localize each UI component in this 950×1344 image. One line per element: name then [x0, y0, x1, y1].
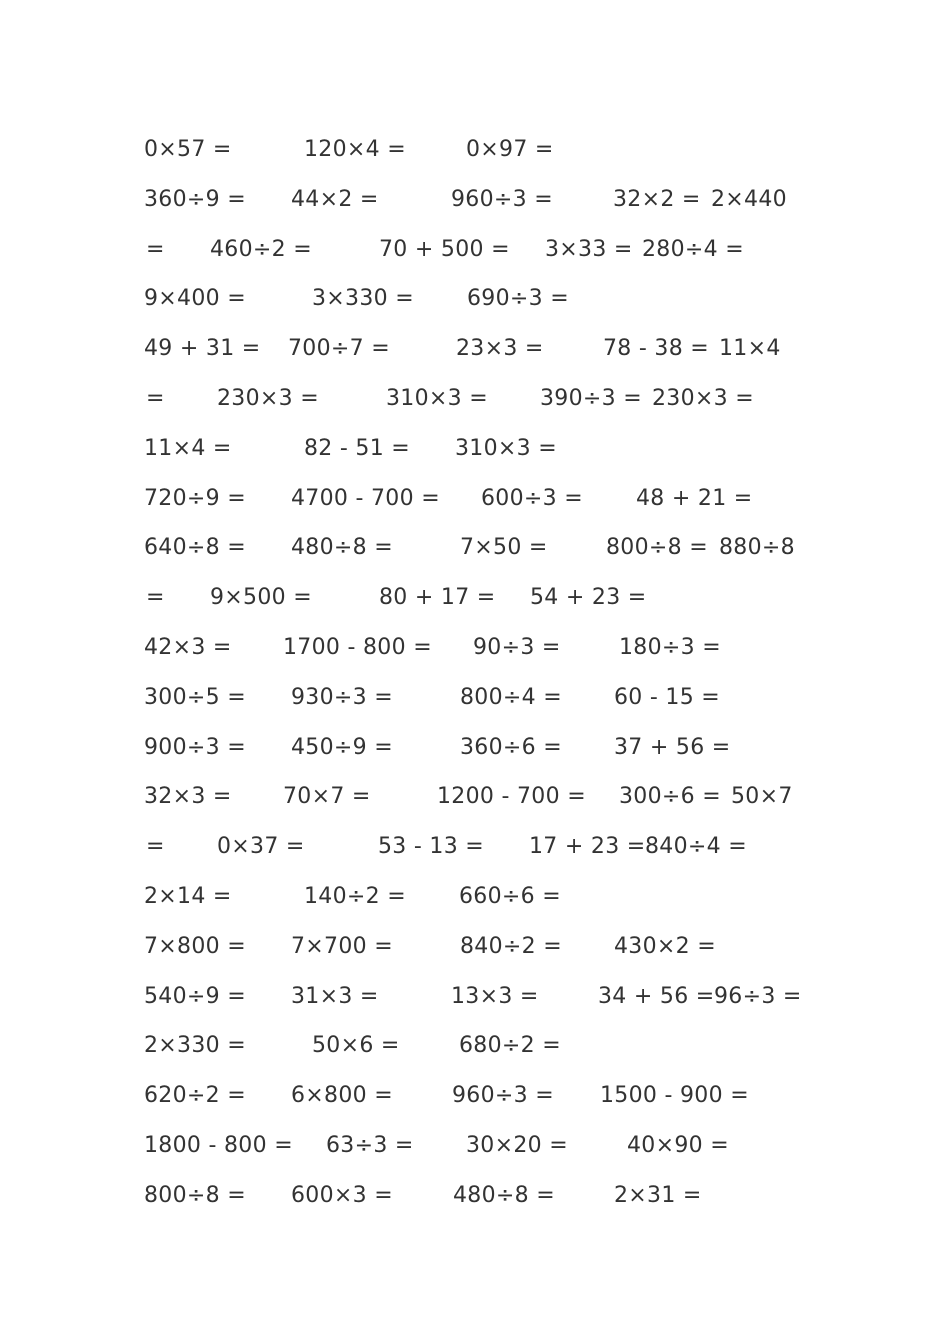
- problem-text: 1700 - 800 =: [283, 635, 432, 660]
- worksheet-line: [0, 329, 950, 369]
- problem-text: 9×400 =: [144, 286, 246, 312]
- problem-text: 1200 - 700 =: [437, 784, 586, 810]
- problem-text: 480÷8 =: [291, 535, 393, 561]
- worksheet-line: [0, 728, 950, 768]
- problem-text: 690÷3 =: [467, 286, 569, 312]
- problem-text: 2×330 =: [144, 1033, 246, 1059]
- problem-text: 82 - 51 =: [304, 435, 411, 461]
- problem-text: 60 - 15 =: [614, 684, 721, 710]
- problem-text: 7×50 =: [460, 535, 548, 561]
- problem-text: 360÷6 =: [460, 734, 562, 760]
- worksheet-line: [0, 1126, 950, 1166]
- problem-text: 0×37 =: [217, 834, 305, 860]
- problem-text: 48 + 21 =: [636, 485, 753, 511]
- problem-text: 450÷9 =: [291, 734, 393, 760]
- problem-text: 50×6 =: [312, 1033, 400, 1059]
- problem-text: 78 - 38 =: [603, 336, 710, 362]
- worksheet-line: [0, 628, 950, 668]
- problem-text: 310×3 =: [455, 435, 557, 461]
- worksheet-line: [0, 130, 950, 170]
- problem-text: 120×4 =: [304, 137, 406, 162]
- worksheet-line: [0, 678, 950, 718]
- problem-text: 13×3 =: [451, 983, 539, 1009]
- problem-text: 230×3 =: [652, 386, 754, 411]
- problem-text: 70 + 500 =: [379, 236, 510, 262]
- worksheet-line: [0, 877, 950, 917]
- problem-text: 90÷3 =: [473, 635, 561, 660]
- problem-text: 960÷3 =: [452, 1083, 554, 1109]
- problem-text: 460÷2 =: [210, 236, 312, 262]
- problem-text: 2×31 =: [614, 1182, 702, 1208]
- problem-text: 540÷9 =: [144, 983, 246, 1009]
- problem-text: 32×2 =: [613, 186, 701, 212]
- problem-text: 80 + 17 =: [379, 585, 496, 611]
- problem-text: 49 + 31 =: [144, 336, 261, 362]
- problem-text: 50×7: [731, 784, 793, 810]
- worksheet-line: [0, 927, 950, 967]
- problem-text: 2×14 =: [144, 884, 232, 909]
- problem-text: 800÷4 =: [460, 684, 562, 710]
- problem-text: 9×500 =: [210, 585, 312, 611]
- problem-text: 640÷8 =: [144, 535, 246, 561]
- problem-text: 34 + 56 =: [598, 983, 715, 1009]
- worksheet-line: [0, 180, 950, 220]
- worksheet-line: [0, 827, 950, 867]
- problem-text: =: [146, 585, 165, 611]
- problem-text: 880÷8: [719, 535, 795, 561]
- problem-text: 700÷7 =: [288, 336, 390, 362]
- problem-text: 23×3 =: [456, 336, 544, 362]
- problem-text: 360÷9 =: [144, 186, 246, 212]
- worksheet-line: [0, 777, 950, 817]
- worksheet-line: [0, 379, 950, 419]
- problem-text: 840÷2 =: [460, 933, 562, 959]
- problem-text: 430×2 =: [614, 933, 716, 959]
- problem-text: 40×90 =: [627, 1133, 729, 1158]
- problem-text: 3×33 =: [545, 236, 633, 262]
- problem-text: 30×20 =: [466, 1133, 568, 1158]
- worksheet-line: [0, 977, 950, 1017]
- problem-text: 2×440: [711, 186, 787, 212]
- problem-text: 4700 - 700 =: [291, 485, 440, 511]
- worksheet-line: [0, 1076, 950, 1116]
- problem-text: 960÷3 =: [451, 186, 553, 212]
- problem-text: 800÷8 =: [606, 535, 708, 561]
- problem-text: 660÷6 =: [459, 884, 561, 909]
- problem-text: 42×3 =: [144, 635, 232, 660]
- problem-text: 280÷4 =: [642, 236, 744, 262]
- problem-text: 1800 - 800 =: [144, 1133, 293, 1158]
- problem-text: 31×3 =: [291, 983, 379, 1009]
- problem-text: 600×3 =: [291, 1182, 393, 1208]
- problem-text: =: [146, 386, 165, 411]
- problem-text: 96÷3 =: [714, 983, 802, 1009]
- worksheet-line: [0, 279, 950, 319]
- problem-text: 180÷3 =: [619, 635, 721, 660]
- problem-text: 32×3 =: [144, 784, 232, 810]
- problem-text: 900÷3 =: [144, 734, 246, 760]
- worksheet-line: [0, 528, 950, 568]
- problem-text: 140÷2 =: [304, 884, 406, 909]
- problem-text: 230×3 =: [217, 386, 319, 411]
- problem-text: 680÷2 =: [459, 1033, 561, 1059]
- problem-text: 1500 - 900 =: [600, 1083, 749, 1109]
- problem-text: 3×330 =: [312, 286, 414, 312]
- problem-text: 620÷2 =: [144, 1083, 246, 1109]
- problem-text: 0×57 =: [144, 137, 232, 162]
- problem-text: 11×4 =: [144, 435, 232, 461]
- problem-text: 44×2 =: [291, 186, 379, 212]
- problem-text: 310×3 =: [386, 386, 488, 411]
- problem-text: =: [146, 236, 165, 262]
- problem-text: 390÷3 =: [540, 386, 642, 411]
- problem-text: 63÷3 =: [326, 1133, 414, 1158]
- problem-text: 720÷9 =: [144, 485, 246, 511]
- problem-text: 300÷6 =: [619, 784, 721, 810]
- worksheet-line: [0, 230, 950, 270]
- problem-text: 6×800 =: [291, 1083, 393, 1109]
- worksheet-line: [0, 479, 950, 519]
- problem-text: 480÷8 =: [453, 1182, 555, 1208]
- worksheet-line: [0, 1026, 950, 1066]
- worksheet-line: [0, 1176, 950, 1216]
- problem-text: 840÷4 =: [645, 834, 747, 860]
- problem-text: 7×700 =: [291, 933, 393, 959]
- problem-text: 11×4: [719, 336, 781, 362]
- problem-text: 53 - 13 =: [378, 834, 485, 860]
- worksheet-line: [0, 429, 950, 469]
- problem-text: 930÷3 =: [291, 684, 393, 710]
- problem-text: 300÷5 =: [144, 684, 246, 710]
- problem-text: 54 + 23 =: [530, 585, 647, 611]
- problem-text: 37 + 56 =: [614, 734, 731, 760]
- problem-text: 0×97 =: [466, 137, 554, 162]
- worksheet-line: [0, 578, 950, 618]
- problem-text: 17 + 23 =: [529, 834, 646, 860]
- problem-text: 600÷3 =: [481, 485, 583, 511]
- problem-text: =: [146, 834, 165, 860]
- problem-text: 70×7 =: [283, 784, 371, 810]
- problem-text: 800÷8 =: [144, 1182, 246, 1208]
- problem-text: 7×800 =: [144, 933, 246, 959]
